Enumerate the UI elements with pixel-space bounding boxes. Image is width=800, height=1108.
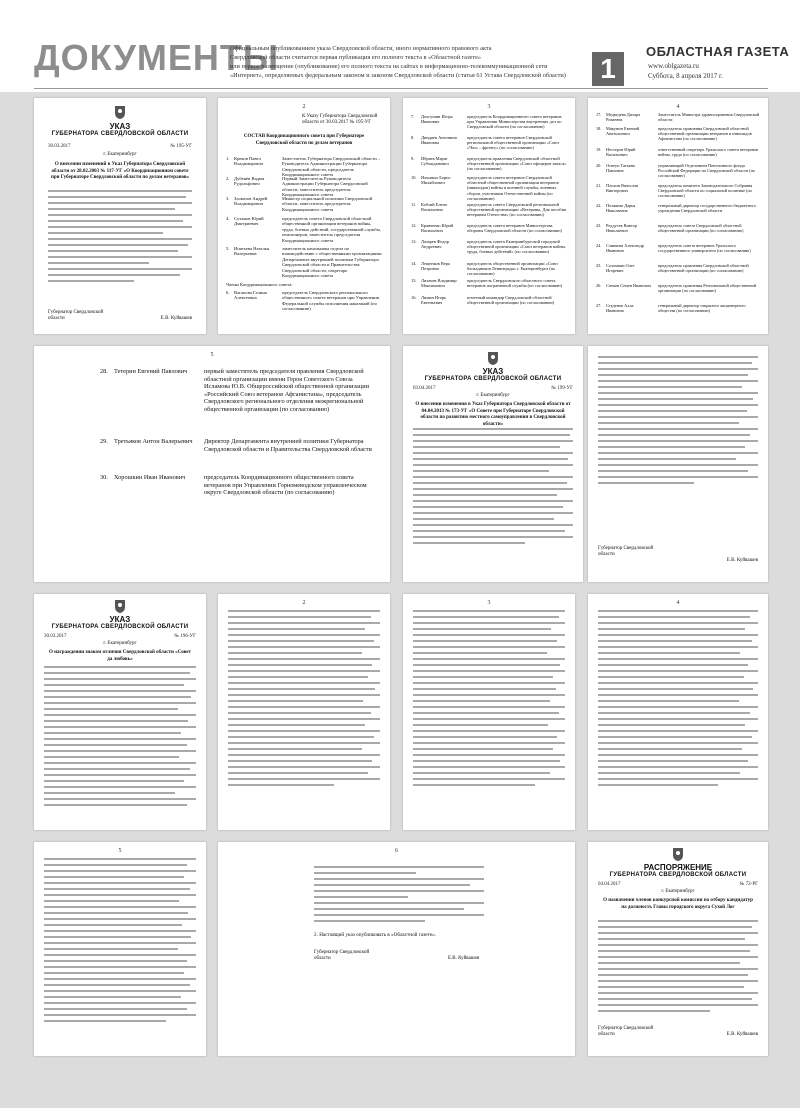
list-item: 17. Медведева Дилара Ризаевна Заместитель Министра здравоохранения Свердловской области: [596, 112, 760, 123]
page-number: 3: [487, 104, 491, 110]
publication-point: 2. Настоящий указ опубликовать в «Областной газете».: [314, 932, 436, 938]
list-item: 6. Вагапова Галина Алексеевна председатель Свердловского регионального общественного совета ветеранов при Управлении Федеральной службы исполнения наказаний (по согласованию): [226, 290, 380, 312]
list-item: 27. Студенов Алла Ивановна генеральный директор открытого акционерного общества (по согласованию): [596, 303, 746, 314]
signature-name: Е.В. Куйвашев: [726, 1032, 758, 1037]
page-number: 4: [676, 104, 680, 110]
list-item: 3. Злоказов Андрей Владимирович Министр социальной политики Свердловской области, заместитель председателя Координационного совета: [226, 196, 373, 212]
signature-position: Губернатор Свердловской области: [314, 950, 370, 961]
members-label: Члены Координационного совета:: [226, 282, 293, 287]
member-list: [596, 112, 764, 323]
page-number: 5: [210, 352, 214, 358]
member-list: [411, 114, 571, 312]
document-page-appendix-1: [218, 98, 390, 334]
coat-of-arms-icon: [113, 104, 127, 120]
document-type: УКАЗ: [109, 122, 131, 131]
document-date: 30.03.2017: [44, 634, 67, 639]
list-item: 12. Кравченко Юрий Васильевич председатель совета ветеранов Министерства обороны Свердловской области (по согласованию): [411, 223, 562, 234]
page-number: 3: [487, 600, 491, 606]
document-type: УКАЗ: [109, 615, 131, 624]
body-text: [228, 610, 380, 790]
document-date: 04.04.2017: [598, 882, 621, 887]
page-number: 2: [302, 104, 306, 110]
document-page-rasporyazhenie-72: [588, 842, 768, 1056]
newspaper-title: ОБЛАСТНАЯ ГАЗЕТА: [646, 44, 790, 59]
body-text: [48, 190, 192, 286]
list-item: 15. Лихачев Владимир Максимович председатель Свердловского областного совета ветеранов пограничной службы (по согласованию): [411, 278, 563, 289]
document-title: О назначении членов конкурсной комиссии по отбору кандидатур на должность Главы городского округа Сухой Лог: [603, 898, 753, 910]
signature-name: Е.В. Куйвашев: [160, 316, 192, 321]
notice-line: или первое размещение (опубликование) его полного текста на сайтах в информационно-телекоммуникационной сети: [230, 63, 548, 70]
member-list: [100, 368, 380, 516]
body-text: [413, 428, 573, 548]
section-title: ДОКУМЕНТЫ: [34, 37, 280, 78]
document-page-ukaz-199-continued: [588, 346, 768, 582]
document-page-award-list-4: [588, 594, 768, 830]
list-item: 23. Реддутев Виктор Николаевич председатель совета Свердловской областной общественной организации (по согласованию): [596, 223, 744, 234]
signature-name: Е.В. Куйвашев: [448, 956, 480, 961]
notice-line: Свердловской области считается первая публикация его полного текста в «Областной газете»: [230, 54, 482, 61]
list-item: 20. Огнеуп Татьяна Павловна управляющий Отделением Пенсионного фонда Российской Федерации по Свердловской области (по согласованию): [596, 163, 756, 179]
list-item: 13. Лазарев Федор Андреевич председатель совета Екатеринбургской городской общественной организации «Союз ветеранов войны, труда, боевых действий» (по согласованию): [411, 239, 566, 255]
document-page-appendix-2: [403, 98, 575, 334]
list-item: 11. Кобзий Елена Васильевна председатель совета Свердловской региональной общественной организации «Ветераны, Для пособия ветеранам Отечества» (по согласованию): [411, 202, 567, 218]
document-title: О награждении знаком отличия Свердловской области «Совет да любовь»: [49, 650, 191, 662]
signature-position: Губернатор Свердловской области: [48, 310, 104, 321]
document-city: г. Екатеринбург: [103, 641, 137, 646]
document-number: № 72-РГ: [739, 882, 758, 887]
document-city: г. Екатеринбург: [476, 393, 510, 398]
list-item: 7. Долгушин Игорь Иванович председатель Координационного совета ветеранов при Управлении Министерства внутренних дел по Свердловской области (по согласованию): [411, 114, 562, 130]
newspaper-header: [0, 0, 800, 92]
list-item: 14. Лещенков Вера Петровна председатель общественной организации «Союз блокадников Ленинграда» г. Екатеринбурга (по согласованию): [411, 261, 558, 277]
list-item: 22. Полякова Дарья Николаевна генеральный директор государственного бюджетного учреждения Свердловской области: [596, 203, 756, 214]
list-item: 8. Диндяев Антонина Ивановна председатель совета ветеранов Свердловской региональной общественной организации «Союз «Чаз» – фронту» (по согласованию): [411, 135, 560, 151]
list-item: 24. Сливкова Александр Иванович председатель совета ветеранов Уральского государственного университета (по согласованию): [596, 243, 751, 254]
body-text: [314, 866, 484, 926]
list-item: 26. Спеков Семен Иванович председатель правления Региональной общественной организации (по согласованию): [596, 283, 757, 294]
list-item: 9. Ибраев Марат Субъжданович председатель правления Свердловской областной общественной организации «Союз офицеров запаса» (по согласованию): [411, 156, 567, 172]
document-title: О внесении изменения в Указ Губернатора Свердловской области от 04.04.2013 № 173-УГ «О Совете при Губернаторе Свердловской области по развитию местного самоуправления в Свердловской области»: [415, 402, 571, 427]
document-city: г. Екатеринбург: [103, 152, 137, 157]
list-item: 16. Лимин Игорь Евгеньевич почетный командир Свердловской областной общественной организации (по согласованию): [411, 295, 555, 306]
document-type: РАСПОРЯЖЕНИЕ: [643, 863, 713, 872]
body-text: [598, 610, 758, 790]
document-page-award-list-2: [218, 594, 390, 830]
page-number-badge: 1: [592, 52, 624, 86]
body-text: [413, 610, 565, 790]
document-number: № 196-УГ: [174, 634, 196, 639]
body-text: [44, 666, 196, 810]
notice-line: Официальным опубликованием указа Свердловской области, иного нормативного правового акта: [230, 45, 492, 52]
issue-date: Суббота, 8 апреля 2017 г.: [648, 72, 723, 80]
body-text: [598, 920, 758, 1016]
body-text: [44, 858, 196, 1026]
document-issuer: ГУБЕРНАТОРА СВЕРДЛОВСКОЙ ОБЛАСТИ: [51, 131, 189, 137]
document-type: УКАЗ: [482, 367, 504, 376]
document-city: г. Екатеринбург: [661, 889, 695, 894]
list-item: 2. Дубенёв Вадим Рудольфович Первый Заместитель Руководителя Администрации Губернатора Свердловской области, заместитель председателя Координационного совета: [226, 176, 368, 198]
document-page-appendix-3: [588, 98, 768, 334]
list-item: 25. Соломкин Олег Игоревич председатель правления Свердловской областной общественной организации (по согласованию): [596, 263, 749, 274]
page-number: 5: [118, 848, 122, 854]
document-number: № 199-УГ: [551, 386, 573, 391]
document-page-ukaz-199: [403, 346, 583, 582]
document-issuer: ГУБЕРНАТОРА СВЕРДЛОВСКОЙ ОБЛАСТИ: [609, 872, 747, 878]
publication-notice: [230, 44, 580, 80]
document-page-award-list-3: [403, 594, 575, 830]
header-divider: [34, 88, 768, 89]
document-issuer: ГУБЕРНАТОРА СВЕРДЛОВСКОЙ ОБЛАСТИ: [51, 624, 189, 630]
document-page-ukaz-195: [34, 98, 206, 334]
member-list: [226, 156, 386, 318]
signature-position: Губернатор Свердловской области: [598, 1026, 654, 1037]
list-item: 30. Хорошкин Иван Иванович председатель Координационного общественного совета ветеранов при Управлении Горномеводском управленческом округе Свердловской области (по согласованию): [100, 474, 367, 497]
document-date: 30.03.2017: [48, 144, 71, 149]
coat-of-arms-icon: [486, 350, 500, 366]
document-date: 03.04.2017: [413, 386, 436, 391]
document-page-award-list-5: [34, 842, 206, 1056]
list-item: 19. Нестеров Юрий Васильевич ответственный секретарь Уральского совета ветеранов войны, труда (по согласованию): [596, 147, 759, 158]
list-item: 1. Креков Павел Владимирович Заместитель Губернатора Свердловской области – Руководитель Администрации Губернатора Свердловской области, председатель Координационного совета: [226, 156, 381, 178]
list-item: 28. Тетерин Евгений Павлович первый заместитель председателя правления Свердловской областной организации имени Героя Советского Союза Исламова Ю.В. Общероссийской общественной организации «Российский Союз ветеранов Афганистана», председатель Свердловского регионального отделения межрегиональной общественной организации (по согласованию): [100, 368, 369, 413]
document-page-ukaz-196: [34, 594, 206, 830]
document-issuer: ГУБЕРНАТОРА СВЕРДЛОВСКОЙ ОБЛАСТИ: [424, 376, 562, 382]
document-page-award-list-6: [218, 842, 575, 1056]
list-item: 4. Суханов Юрий Дмитриевич председатель совета Свердловской областной общественной организации ветеранов войны, труда, боевых действий, государственной службы, пенсионеров, заместитель председателя Координационного совета: [226, 216, 381, 243]
appendix-reference: К Указу Губернатора Свердловской области от 30.03.2017 № 195-УГ: [302, 114, 378, 125]
list-item: 18. Мякунин Евгений Анатольевич председатель правления Свердловской областной общественной организации ветеранов и инвалидов Афганистана (по согласованию): [596, 126, 752, 142]
document-title: О внесении изменений в Указ Губернатора Свердловской области от 28.02.2003 № 117-УГ «О Координационном совете при Губернаторе Свердловской области по делам ветеранов»: [50, 162, 190, 180]
coat-of-arms-icon: [671, 846, 685, 862]
signature-position: Губернатор Свердловской области: [598, 546, 654, 557]
list-item: 5. Ипатьева Наталья Валерьевна заместитель начальника отдела по взаимодействию с общественными организациями Департамента внутренней политики Губернатора Свердловской области и Правительства Свердловской области, секретарь Координационного совета: [226, 246, 382, 279]
page-number: 2: [302, 600, 306, 606]
page-number: 6: [395, 848, 398, 854]
newspaper-url[interactable]: www.oblgazeta.ru: [648, 62, 699, 70]
notice-line: «Интернет», определяемых федеральным законом и законом Свердловской области (статья 61 Устава Свердловской области): [230, 72, 566, 79]
signature-name: Е.В. Куйвашев: [726, 558, 758, 563]
document-number: № 195-УГ: [170, 144, 192, 149]
list-item: 29. Третьяков Антон Валерьевич Директор Департамента внутренней политики Губернатора Свердловской области и Правительства Свердловской области: [100, 438, 372, 453]
document-page-appendix-4: [34, 346, 390, 582]
page-number: 4: [676, 600, 680, 606]
body-text: [598, 356, 758, 488]
list-item: 10. Ильиных Борис Михайлович председатель совета ветеранов Свердловской областной общественной организации ветеранов (инвалидов) войны и военной службы, военных сборов, участников Отечественной войны (по согласованию): [411, 175, 559, 201]
coat-of-arms-icon: [113, 598, 127, 614]
list-item: 21. Плохин Вячеслав Викторович председатель комитета Законодательного Собрания Свердловской области по социальной политике (по согласованию): [596, 183, 753, 199]
appendix-heading: СОСТАВ Координационного совета при Губернаторе Свердловской области по делам ветеранов: [243, 134, 365, 146]
